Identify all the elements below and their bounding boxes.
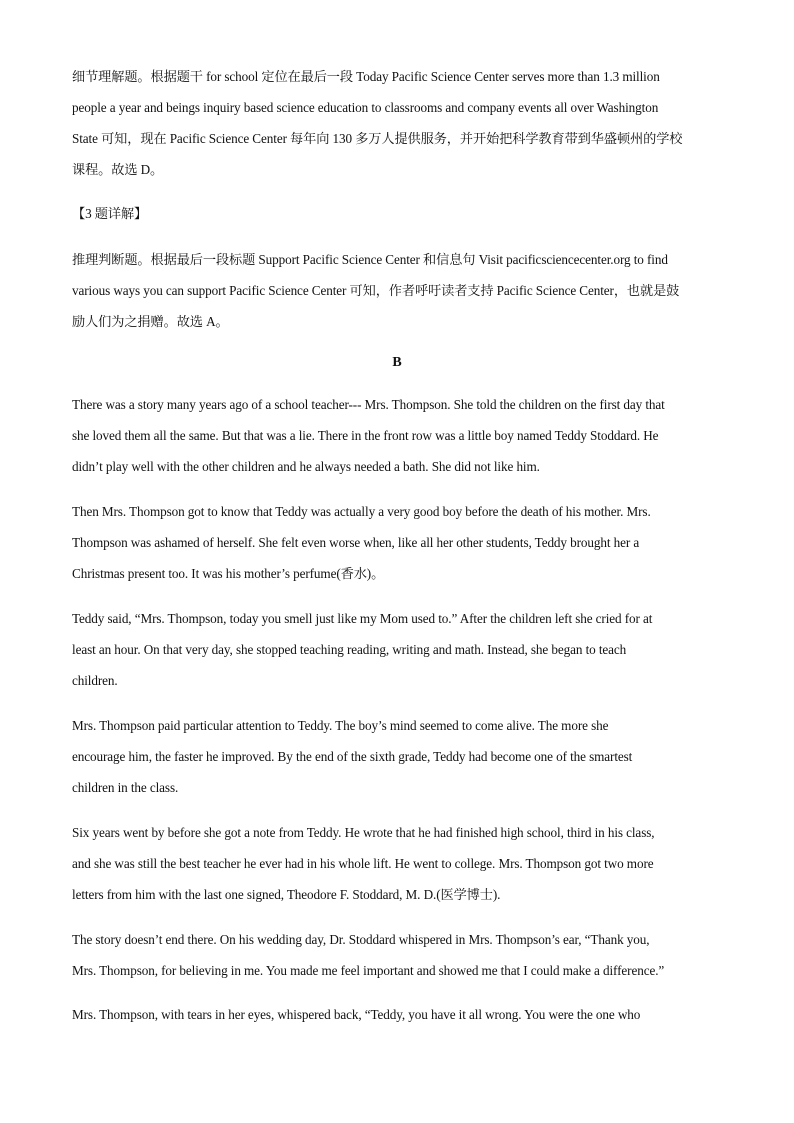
explanation-line: people a year and beings inquiry based science education to classrooms and company events all over Washington [72, 100, 659, 115]
passage-line: Mrs. Thompson paid particular attention to Teddy. The boy’s mind seemed to come alive. The more she [72, 718, 609, 733]
passage-line: she loved them all the same. But that was a lie. There in the front row was a little boy named Teddy Stoddard. He [72, 428, 659, 443]
passage-line: and she was still the best teacher he ever had in his whole lift. He went to college. Mrs. Thompson got two more [72, 856, 654, 871]
passage-line: Thompson was ashamed of herself. She felt even worse when, like all her other students, Teddy brought her a [72, 535, 640, 550]
explanation-line: 课程。故选 D。 [72, 162, 164, 177]
passage-line: least an hour. On that very day, she stopped teaching reading, writing and math. Instead, she began to teach [72, 642, 627, 657]
passage-line: Christmas present too. It was his mother’s perfume(香水)。 [72, 566, 385, 581]
passage-line: children in the class. [72, 780, 179, 795]
passage-line: Mrs. Thompson, with tears in her eyes, whispered back, “Teddy, you have it all wrong. You were the one who [72, 1007, 641, 1022]
explanation-line: State 可知，现在 Pacific Science Center 每年向 130 多万人提供服务，并开始把科学教育带到华盛顿州的学校 [72, 131, 683, 146]
passage-line: Teddy said, “Mrs. Thompson, today you smell just like my Mom used to.” After the children left she cried for at [72, 611, 653, 626]
explanation-line: 推理判断题。根据最后一段标题 Support Pacific Science Center 和信息句 Visit pacificsciencecenter.org to find [72, 252, 668, 267]
passage-line: Then Mrs. Thompson got to know that Teddy was actually a very good boy before the death of his mother. Mrs. [72, 504, 651, 519]
passage-line: Six years went by before she got a note from Teddy. He wrote that he had finished high school, third in his class, [72, 825, 655, 840]
passage-line: didn’t play well with the other children and he always needed a bath. She did not like him. [72, 459, 540, 474]
passage-line: There was a story many years ago of a school teacher--- Mrs. Thompson. She told the children on the first day that [72, 397, 665, 412]
passage-line: children. [72, 673, 118, 688]
passage-line: letters from him with the last one signed, Theodore F. Stoddard, M. D.(医学博士). [72, 887, 501, 902]
passage-line: The story doesn’t end there. On his wedding day, Dr. Stoddard whispered in Mrs. Thompson’s ear, “Thank you, [72, 932, 650, 947]
explanation-line: various ways you can support Pacific Science Center 可知，作者呼吁读者支持 Pacific Science Center，也就是鼓 [72, 283, 680, 298]
passage-line: encourage him, the faster he improved. By the end of the sixth grade, Teddy had become one of the smartest [72, 749, 633, 764]
section-label: B [392, 355, 402, 370]
question-detail-header: 【3 题详解】 [72, 206, 148, 221]
explanation-line: 细节理解题。根据题干 for school 定位在最后一段 Today Pacific Science Center serves more than 1.3 million [72, 69, 660, 84]
explanation-line: 励人们为之捐赠。故选 A。 [72, 314, 229, 329]
passage-line: Mrs. Thompson, for believing in me. You made me feel important and showed me that I could make a difference.” [72, 963, 665, 978]
